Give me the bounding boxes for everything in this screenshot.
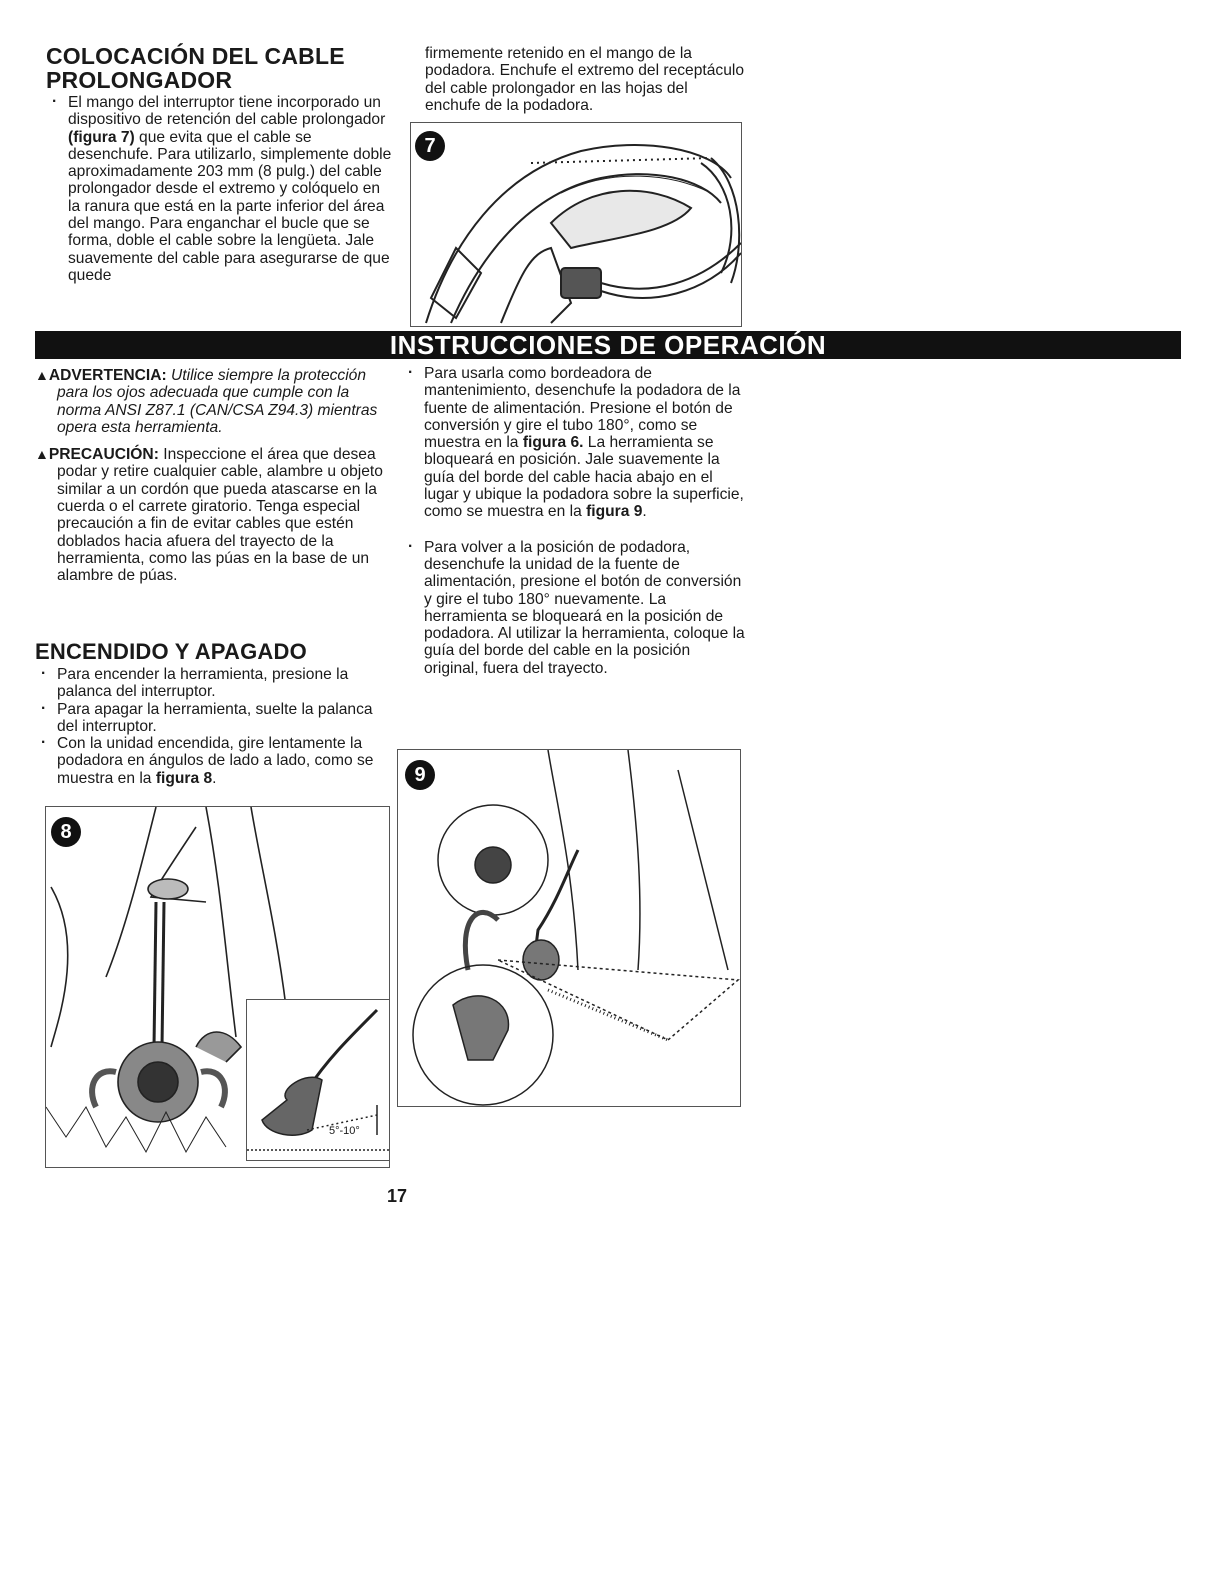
section-on-off [35,640,395,787]
section-heading: ENCENDIDO Y APAGADO [35,639,307,664]
section-heading [46,44,396,92]
left-column-warnings [35,367,395,585]
list-item: · Para volver a la posición de podadora, desenchufe la unidad de la fuente de alimentación, presione el botón de conversión y gire el tubo 180° nuevamente. La herramienta se bloqueará en la posición de podadora. Al utilizar la herramienta, coloque la guía del borde del cable en la posición original, fuera del trayecto. [402,539,747,677]
figure-9 [397,749,741,1107]
figure-7 [410,122,742,327]
text-run: La herramienta se bloqueará en posición. Jale suavemente la guía del borde del cable hacia abajo en el lugar y ubique la podadora sobre la superficie, como se muestra en la [424,434,744,521]
text-run: . [212,769,217,787]
figure-ref: (figura 7) [68,128,135,146]
warning-triangle-icon: ▲ [35,367,49,383]
list-item [35,735,395,787]
edging-illustration [398,750,740,1106]
continued-paragraph: firmemente retenido en el mango de la podadora. Enchufe el extremo del receptáculo del cable prolongador en las hojas del enchufe de la podadora. [425,45,745,114]
page-number: 17 [386,1186,408,1206]
right-column-text [402,365,747,677]
figure-8-inset [246,999,390,1161]
caution-block [35,446,395,584]
text-run: El mango del interruptor tiene incorporado un dispositivo de retención del cable prolongador [68,94,386,129]
list-item [402,365,747,521]
caution-text: Inspeccione el área que desea podar y retire cualquier cable, alambre u objeto similar a un cordón que pueda atascarse en la cuerda o el carrete giratorio. Tenga especial precaución a fin de evitar cables que estén doblados hacia afuera del trayecto de la herramienta, como las púas en la base de un alambre de púas. [57,446,383,585]
text-run: . [642,503,647,521]
bullet-list [35,666,395,787]
handle-illustration [411,123,741,326]
caution-label: PRECAUCIÓN: [48,446,159,464]
warning-label: ADVERTENCIA: [48,367,167,384]
heading-line-2: PROLONGADOR [46,67,233,93]
warning-text: Utilice siempre la protección para los ojos adecuada que cumple con la norma ANSI Z87.1 (CAN/CSA Z94.3) mientras opera esta herramienta. [57,367,378,436]
warning-block [35,367,395,436]
list-item: · Para apagar la herramienta, suelte la palanca del interruptor. [35,701,395,736]
section-extension-cord [46,44,396,284]
text-run: que evita que el cable se desenchufe. Para utilizarlo, simplemente doble aproximadamente 203 mm (8 pulg.) del cable prolongador desde el extremo y colóquelo en la ranura que está en la parte inferior del área del mango. Para enganchar el bucle que se forma, doble el cable sobre la lengüeta. Jale suavemente del cable para asegurarse de que quede [68,128,392,284]
bullet-list [46,94,396,284]
figure-number-badge: 7 [415,131,445,161]
section-banner: INSTRUCCIONES DE OPERACIÓN [35,331,1181,359]
figure-ref: figura 8 [155,769,213,787]
figure-number-badge: 8 [51,817,81,847]
bullet-list [402,365,747,677]
angle-label: 5°-10° [329,1125,360,1137]
text-run: Con la unidad encendida, gire lentamente la podadora en ángulos de lado a lado, como se muestra en la [57,735,374,787]
inset-illustration [247,1000,389,1160]
heading-line-1: COLOCACIÓN DEL CABLE [46,43,345,69]
figure-ref: figura 6. [522,434,584,452]
list-item: · Para encender la herramienta, presione la palanca del interruptor. [35,666,395,701]
warning-triangle-icon: ▲ [35,446,49,463]
figure-ref: figura 9 [586,503,643,521]
figure-number-badge: 9 [405,760,435,790]
text-run: Para usarla como bordeadora de mantenimiento, desenchufe la podadora de la fuente de alimentación. Presione el botón de conversión y gire el tubo 180°, como se muestra en la [424,365,741,452]
figure-8 [45,806,390,1168]
list-item [46,94,396,284]
